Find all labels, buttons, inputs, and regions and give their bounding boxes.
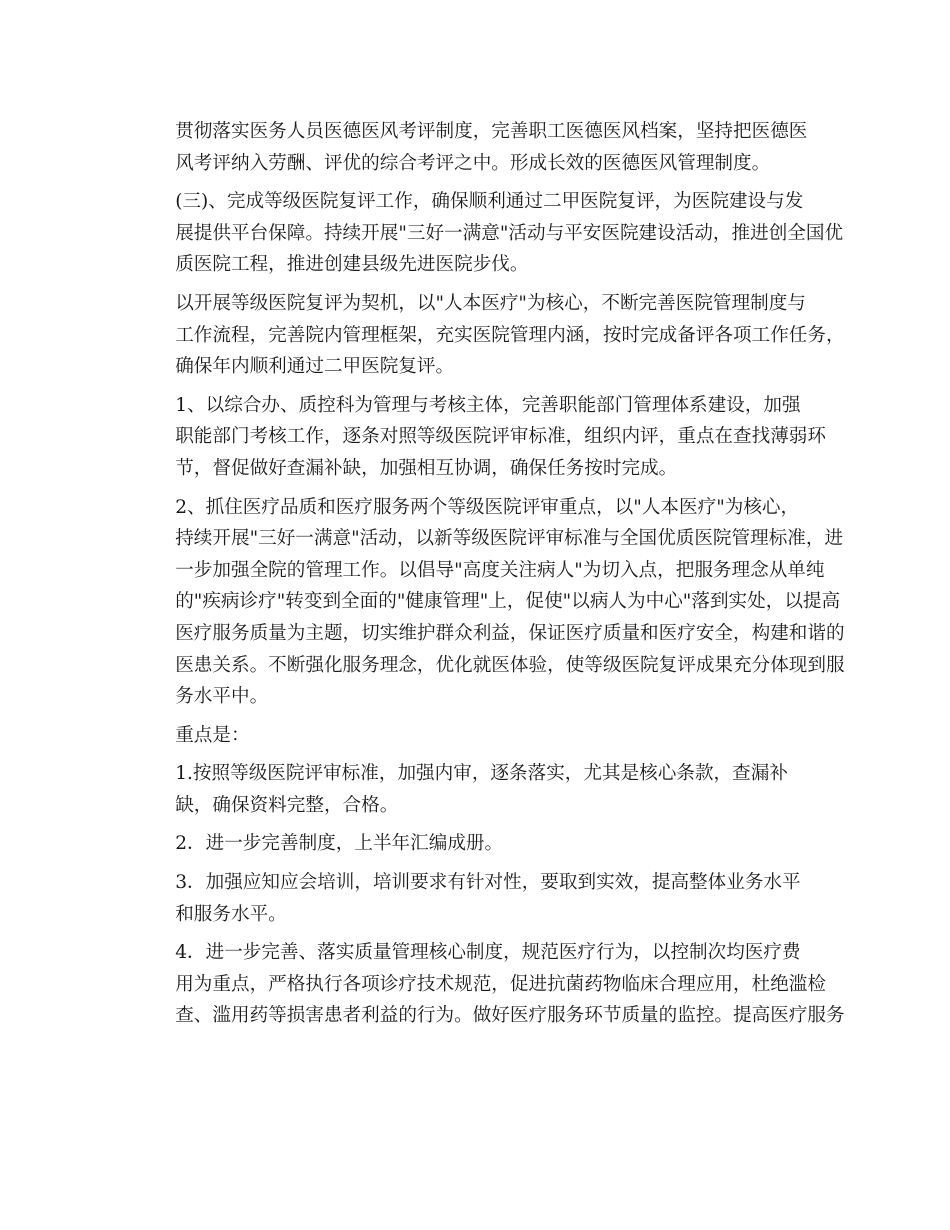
text-line: 一步加强全院的管理工作。以倡导"高度关注病人"为切入点，把服务理念从单纯 — [175, 559, 825, 581]
paragraph-key-points-heading — [138, 720, 814, 752]
text-line: 展提供平台保障。持续开展"三好一满意"活动与平安医院建设活动，推进创全国优 — [175, 222, 844, 244]
text-line: 务水平中。 — [175, 686, 269, 708]
text-line: 医疗服务质量为主题，切实维护群众利益，保证医疗质量和医疗安全，构建和谐的 — [175, 622, 845, 644]
text-line: 持续开展"三好一满意"活动，以新等级医院评审标准与全国优质医院管理标准，进 — [175, 528, 844, 550]
text-line: 1、以综合办、质控科为管理与考核主体，完善职能部门管理体系建设，加强 — [175, 394, 801, 416]
paragraph-key-point-2 — [138, 828, 814, 860]
paragraph-item-2 — [138, 492, 845, 713]
text-line: 和服务水平。 — [175, 903, 287, 925]
paragraph-key-point-4 — [138, 937, 845, 1032]
text-line: 的"疾病诊疗"转变到全面的"健康管理"上，促使"以病人为中心"落到实处，以提高 — [175, 591, 841, 613]
paragraph-medical-ethics — [138, 116, 814, 179]
text-line: 重点是： — [175, 724, 250, 746]
text-line: 用为重点，严格执行各项诊疗技术规范，促进抗菌药物临床合理应用，杜绝滥检 — [175, 973, 826, 995]
text-line: 贯彻落实医务人员医德医风考评制度，完善职工医德医风档案，坚持把医德医 — [175, 121, 808, 142]
paragraph-key-point-1 — [138, 758, 814, 821]
paragraph-key-point-3 — [138, 867, 814, 930]
text-line: 确保年内顺利通过二甲医院复评。 — [175, 356, 455, 378]
text-line: (三)、完成等级医院复评工作，确保顺利通过二甲医院复评，为医院建设与发 — [175, 191, 804, 213]
text-line: 1.按照等级医院评审标准，加强内审，逐条落实，尤其是核心条款，查漏补 — [175, 763, 788, 785]
text-line: 2．进一步完善制度，上半年汇编成册。 — [175, 833, 504, 855]
text-line: 缺，确保资料完整，合格。 — [175, 794, 399, 816]
text-line: 3．加强应知应会培训，培训要求有针对性，要取到实效，提高整体业务水平 — [175, 872, 801, 894]
text-line: 医患关系。不断强化服务理念，优化就医体验，使等级医院复评成果充分体现到服 — [175, 654, 845, 676]
paragraph-section-three — [138, 186, 844, 281]
paragraph-review-opportunity — [138, 288, 845, 383]
text-line: 职能部门考核工作，逐条对照等级医院评审标准，组织内评，重点在查找薄弱环 — [175, 426, 826, 448]
text-line: 节，督促做好查漏补缺，加强相互协调，确保任务按时完成。 — [175, 457, 678, 479]
text-line: 工作流程，完善院内管理框架，充实医院管理内涵，按时完成备评各项工作任务， — [175, 324, 845, 346]
text-line: 2、抓住医疗品质和医疗服务两个等级医院评审重点，以"人本医疗"为核心， — [175, 496, 800, 518]
text-line: 质医院工程，推进创建县级先进医院步伐。 — [175, 254, 529, 276]
text-line: 4．进一步完善、落实质量管理核心制度，规范医疗行为，以控制次均医疗费 — [175, 942, 801, 964]
paragraph-item-1 — [138, 390, 826, 485]
document-body — [138, 116, 845, 1039]
text-line: 查、滥用药等损害患者利益的行为。做好医疗服务环节质量的监控。提高医疗服务 — [175, 1005, 845, 1027]
text-line: 风考评纳入劳酬、评优的综合考评之中。形成长效的医德医风管理制度。 — [175, 152, 771, 174]
text-line: 以开展等级医院复评为契机，以"人本医疗"为核心，不断完善医院管理制度与 — [175, 292, 806, 314]
